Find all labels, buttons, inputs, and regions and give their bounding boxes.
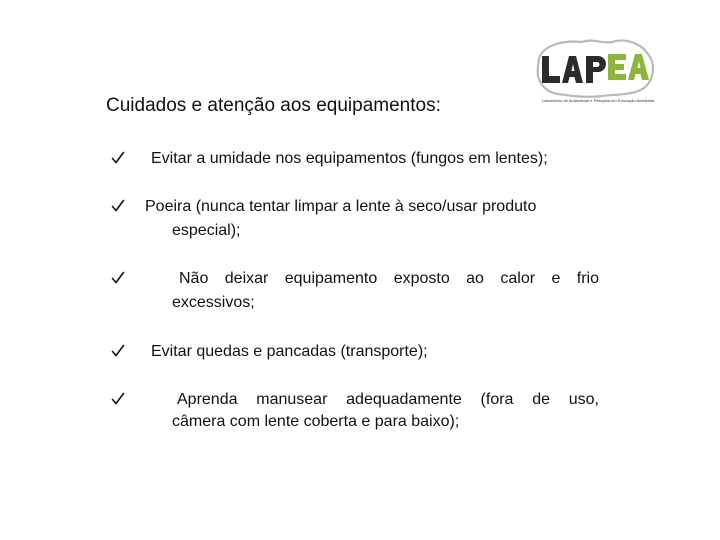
logo-tagline: Laboratório de Audiovisual e Pesquisa em Educação Ambiental bbox=[542, 98, 654, 103]
check-mark-icon bbox=[111, 392, 125, 406]
check-mark-icon bbox=[111, 199, 125, 213]
check-mark-icon bbox=[111, 151, 125, 165]
list-item-line: Aprenda manusear adequadamente (fora de uso, bbox=[177, 391, 599, 408]
slide-title: Cuidados e atenção aos equipamentos: bbox=[106, 95, 441, 116]
list-item-line: Evitar a umidade nos equipamentos (fungos em lentes); bbox=[151, 150, 548, 167]
list-item-line: Não deixar equipamento exposto ao calor e frio bbox=[179, 270, 599, 287]
list-item-line: Evitar quedas e pancadas (transporte); bbox=[151, 343, 428, 360]
list-item-line: Poeira (nunca tentar limpar a lente à seco/usar produto bbox=[145, 198, 537, 215]
check-mark-icon bbox=[111, 344, 125, 358]
list-item-line: excessivos; bbox=[172, 294, 255, 311]
list-item-line: especial); bbox=[172, 222, 241, 239]
list-item-line: câmera com lente coberta e para baixo); bbox=[172, 413, 460, 430]
check-mark-icon bbox=[111, 271, 125, 285]
